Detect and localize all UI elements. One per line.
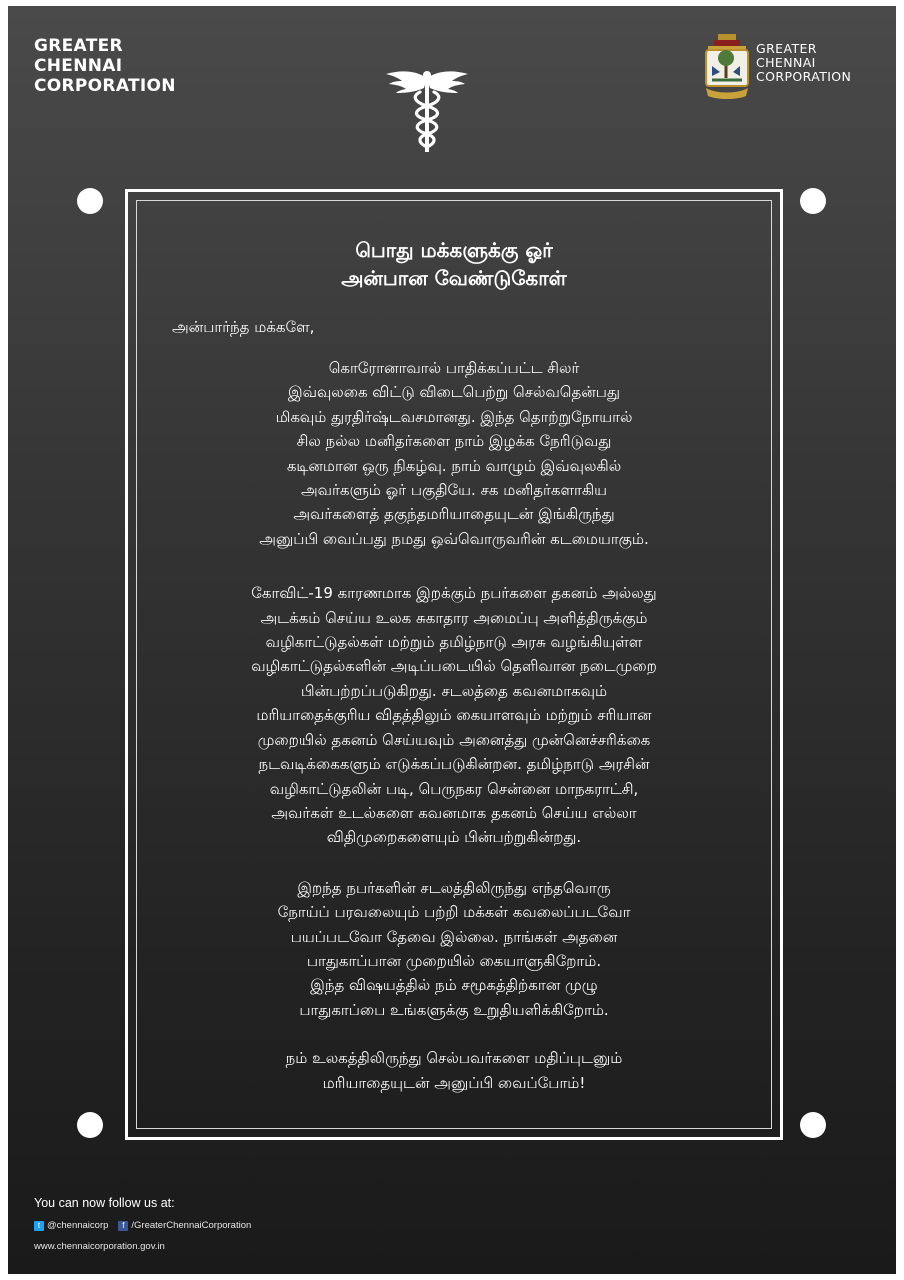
- notice-paragraph-3: [138, 876, 770, 1022]
- brand-right-line-3: CORPORATION: [756, 69, 852, 84]
- paragraph-line: வழிகாட்டுதல்கள் மற்றும் தமிழ்நாடு அரசு வழங்கியுள்ள: [265, 633, 643, 652]
- paragraph-line: கடினமான ஒரு நிகழ்வு. நாம் வாழும் இவ்வுலகில்: [286, 456, 622, 475]
- notice-title: [138, 236, 770, 292]
- paragraph-line: நம் உலகத்திலிருந்து செல்பவர்களை மதிப்புடனும்: [285, 1049, 623, 1068]
- brand-right-line-2: CHENNAI: [756, 55, 816, 70]
- paragraph-line: மரியாதையுடன் அனுப்பி வைப்போம்!: [322, 1073, 586, 1092]
- corner-dot: [800, 188, 826, 214]
- facebook-page-link[interactable]: /GreaterChennaiCorporation: [131, 1220, 252, 1231]
- paragraph-line: இறந்த நபர்களின் சடலத்திலிருந்து எந்தவொரு: [297, 878, 611, 897]
- paragraph-line: அனுப்பி வைப்பது நமது ஒவ்வொருவரின் கடமையாகும்.: [259, 529, 649, 548]
- corporation-emblem: [702, 32, 752, 100]
- paragraph-line: பின்பற்றப்படுகிறது. சடலத்தை கவனமாகவும்: [300, 681, 608, 700]
- paragraph-line: மிகவும் துரதிர்ஷ்டவசமானது. இந்த தொற்றுநோயால்: [275, 407, 633, 426]
- notice-paragraph-1: [138, 356, 770, 551]
- corner-dot: [77, 188, 103, 214]
- website-link[interactable]: www.chennaicorporation.gov.in: [34, 1241, 165, 1252]
- paragraph-line: முறையில் தகனம் செய்யவும் அனைத்து முன்னெச்சரிக்கை: [257, 730, 651, 749]
- notice-title-line-1: பொது மக்களுக்கு ஓர்: [355, 238, 553, 262]
- notice-poster: [8, 6, 896, 1274]
- paragraph-line: வழிகாட்டுதல்களின் அடிப்படையில் தெளிவான நடைமுறை: [251, 657, 657, 676]
- brand-wordmark-left: [34, 36, 176, 96]
- paragraph-line: அவர்கள் உடல்களை கவனமாக தகனம் செய்ய எல்லா: [271, 803, 637, 822]
- paragraph-line: நோய்ப் பரவலையும் பற்றி மக்கள் கவலைப்படவோ: [277, 903, 631, 922]
- corner-dot: [800, 1112, 826, 1138]
- paragraph-line: சில நல்ல மனிதர்களை நாம் இழக்க நேரிடுவது: [296, 432, 612, 451]
- paragraph-line: கொரோனாவால் பாதிக்கப்பட்ட சிலர்: [328, 359, 580, 377]
- paragraph-line: அவர்களும் ஓர் பகுதியே. சக மனிதர்களாகிய: [301, 481, 607, 500]
- paragraph-line: இந்த விஷயத்தில் நம் சமூகத்திற்கான முழு: [310, 976, 598, 995]
- twitter-icon: t: [34, 1221, 44, 1231]
- paragraph-line: பயப்படவோ தேவை இல்லை. நாங்கள் அதனை: [290, 927, 618, 946]
- brand-right-line-1: GREATER: [756, 41, 817, 56]
- brand-left-line-2: CHENNAI: [34, 56, 123, 76]
- notice-content: [138, 202, 770, 1095]
- follow-text: You can now follow us at:: [34, 1196, 175, 1210]
- paragraph-line: இவ்வுலகை விட்டு விடைபெற்று செல்வதென்பது: [288, 383, 620, 402]
- notice-paragraph-4: [138, 1046, 770, 1095]
- paragraph-line: பாதுகாப்பான முறையில் கையாளுகிறோம்.: [306, 951, 602, 970]
- notice-paragraph-2: [138, 581, 770, 849]
- brand-wordmark-right: [756, 42, 851, 84]
- facebook-icon: f: [118, 1221, 128, 1231]
- footer: [34, 1196, 251, 1252]
- caduceus-icon: [382, 64, 472, 154]
- brand-left-line-3: CORPORATION: [34, 76, 176, 96]
- corner-dot: [77, 1112, 103, 1138]
- notice-salutation: அன்பார்ந்த மக்களே,: [172, 318, 315, 336]
- paragraph-line: அடக்கம் செய்ய உலக சுகாதார அமைப்பு அளித்திருக்கும்: [260, 608, 648, 627]
- paragraph-line: மரியாதைக்குரிய விதத்திலும் கையாளவும் மற்றும் சரியான: [256, 706, 652, 725]
- paragraph-line: கோவிட்-19 காரணமாக இறக்கும் நபர்களை தகனம் அல்லது: [251, 584, 657, 603]
- paragraph-line: விதிமுறைகளையும் பின்பற்றுகின்றது.: [326, 828, 582, 847]
- paragraph-line: வழிகாட்டுதலின் படி, பெருநகர சென்னை மாநகராட்சி,: [269, 779, 639, 798]
- paragraph-line: நடவடிக்கைகளும் எடுக்கப்படுகின்றன. தமிழ்நாடு அரசின்: [258, 755, 650, 774]
- twitter-handle-link[interactable]: @chennaicorp: [47, 1220, 109, 1231]
- paragraph-line: பாதுகாப்பை உங்களுக்கு உறுதியளிக்கிறோம்.: [299, 1000, 609, 1019]
- paragraph-line: அவர்களைத் தகுந்தமரியாதையுடன் இங்கிருந்து: [293, 505, 615, 524]
- social-links: [34, 1220, 251, 1231]
- brand-left-line-1: GREATER: [34, 36, 123, 56]
- notice-title-line-2: அன்பான வேண்டுகோள்: [341, 266, 567, 290]
